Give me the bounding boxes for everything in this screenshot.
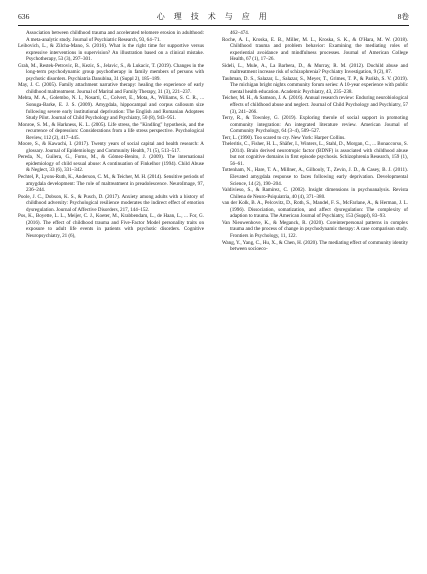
reference-entry: May, J. C. (2005). Family attachment narrative therapy: healing the experience of early childhood maltreatment. Journal of Marital and Family Therapy, 31 (3), 221–237.: [18, 82, 204, 95]
reference-entry: Theleritis, C., Fisher, H. L., Shäfer, I., Winters, L., Stahl, D., Morgan, C., ... Bonaccorso, S. (2014). Brain derived neurotropic factor (BDNF) is associated with childhood abuse but not cognitive domains in first episode psychosis. Schizophrenia Research, 159 (1), 56–61.: [222, 141, 408, 167]
reference-entry: Mehta, M. A., Golembo, N. I., Nosarti, C., Colvert, E., Mota, A., Williams, S. C. R., ... Sonuga-Barke, E. J. S. (2009). Amygdala, hippocampal and corpus callosum size following severe early institutional deprivation: The English and Romanian Adoptees Study Pilot. Journal of Child Psychology and Psychiatry, 50 (8), 943–951.: [18, 95, 204, 122]
page-number: 636: [18, 12, 30, 21]
reference-entry: Pereda, N., Guilera, G., Forns, M., & Gómez-Benito, J. (2009). The international epidemiology of child sexual abuse: A continuation of Finkelhor (1994). Child Abuse & Neglect, 33 (6), 331–342.: [18, 154, 204, 174]
reference-entry: Pechtel, P., Lyons-Ruth, K., Anderson, C. M., & Teicher, M. H. (2014). Sensitive periods of amygdala development: The role of maltreatment in preadolescence. NeuroImage, 97, 236–244.: [18, 174, 204, 194]
reference-entry: Teicher, M. H., & Samson, J. A. (2016). Annual research review: Enduring neurobiological effects of childhood abuse and neglect. Journal of Child Psychology and Psychiatry, 57 (3), 241–266.: [222, 95, 408, 115]
reference-entry: Van Nieuwenhove, K., & Meganck, R. (2020). Coreinterpersonal patterns in complex trauma and the process of change in psychodynamic therapy: A case comparison study. Frontiers in Psychology, 11, 122.: [222, 219, 408, 239]
reference-entry: Valdivieso, S., & Ramírez, C. (2002). Insight dimensions in psychoanalysis. Revista Chilena de Neuro-Psiquiatria, 40 (4), 371–380.: [222, 187, 408, 200]
reference-entry: van der Kolk, B. A., Pelcovitz, D., Roth, S., Mandel, F. S., McFarlane, A., & Herman, J. L. (1996). Dissociation, somatization, and affect dysregulation: The complexity of adaption to trauma. The American Journal of Psychiatry, 153 (Suppl), 83–93.: [222, 200, 408, 220]
reference-entry: Moore, S., & Kawachi, I. (2017). Twenty years of social capital and health research: A glossary. Journal of Epidemiology and Community Health, 71 (5), 513–517.: [18, 141, 204, 154]
references-left-column: [18, 30, 204, 240]
reference-entry: Leibovich, L., & Zilcha-Mano, S. (2016). What is the right time for supportive versus expressive interventions in supervision? An illustration based on a clinical mistake. Psychotherapy, 53 (3), 297–301.: [18, 43, 204, 63]
reference-entry: Terry, R., & Townley, G. (2019). Exploring therole of social support in promoting community integration: An integrated literature review. American Journal of Community Psychology, 64 (3–4), 509–527.: [222, 115, 408, 135]
reference-entry: Poole, J. C., Dobson, K. S., & Pusch, D. (2017). Anxiety among adults with a history of childhood adversity: Psychological resilience moderates the indirect effect of emotion dysregulation. Journal of Affective Disorders, 217, 144–152.: [18, 193, 204, 213]
references-right-column: [222, 30, 408, 253]
journal-title: 心 理 技 术 与 应 用: [156, 12, 271, 21]
reference-entry: Grah, M., Restek-Petrovic, B., Kezic, S., Jelavic, S., & Lukacic, T. (2019). Changes in the long-term psychodynamic group psychotherapy in family members of persons with psychotic disorders. Psychiatria Danubina, 31 (Suppl 2), 185–189.: [18, 62, 204, 82]
reference-entry: Association between childhood trauma and accelerated telomere erosion in adulthood: A meta-analytic study. Journal of Psychiatric Research, 93, 64–71.: [26, 30, 204, 43]
running-header: [18, 10, 409, 24]
reference-entry: Terr, L. (1990). Too scared to cry. New York: Harper Collins.: [222, 134, 346, 141]
volume-label: 8卷: [397, 12, 409, 21]
reference-entry: Pos, K., Boyette, L. L., Meijer, C. J., Koeter, M., Krabbendam, L., de Haan, L., ... For, G. (2016). The effect of childhood trauma and Five-Factor Model personality traits on exposure to adult life events in patients with psychotic disorders. Cognitive Neuropsychiatry, 21 (6),: [18, 213, 204, 239]
reference-entry: Wang, Y., Yang, C., Hu, X., & Chen, H. (2020). The mediating effect of community identity between socioeco-: [222, 239, 408, 253]
reference-entry: Sideli, L., Mule, A., La Barbera, D., & Murray, R. M. (2012). Dochild abuse and maltreatment increase risk of schizophrenia? Psychiatry Investigation, 9 (2), 87.: [222, 62, 408, 76]
reference-entry: Taubman, D. S., Salazar, L., Salazar, S., Meyer, T., Grimes, T. P., & Parikh, S. V. (2019). The michigan bright nights community forum series: A 10-year experience with public mental health education. Academic Psychiatry, 43, 235–238.: [222, 75, 408, 95]
reference-entry: Monroe, S. M., & Harkness, K. L. (2005). Life stress, the "Kindling" hypothesis, and the recurrence of depression: Considerations from a life stress perspective. Psychological Review, 112 (2), 417–445.: [18, 121, 204, 141]
header-rule: [18, 25, 409, 26]
reference-entry: 462–474.: [230, 30, 250, 36]
reference-entry: Roche, A. I., Kroska, E. B., Miller, M. L., Kroska, S. K., & O'Hara, M. W. (2018). Childhood trauma and problem behavior: Examining the mediating roles of experiential avoidance and mindfulness processes. Journal of American College Health, 67 (1), 17–26.: [222, 36, 408, 63]
reference-entry: Tottenham, N., Hare, T. A., Millner, A., Gilhooly, T., Zevin, J. D., & Casey, B. J. (2011). Elevated amygdala response to faces following early deprivation. Developmental Science, 14 (2), 190–204.: [222, 167, 408, 187]
